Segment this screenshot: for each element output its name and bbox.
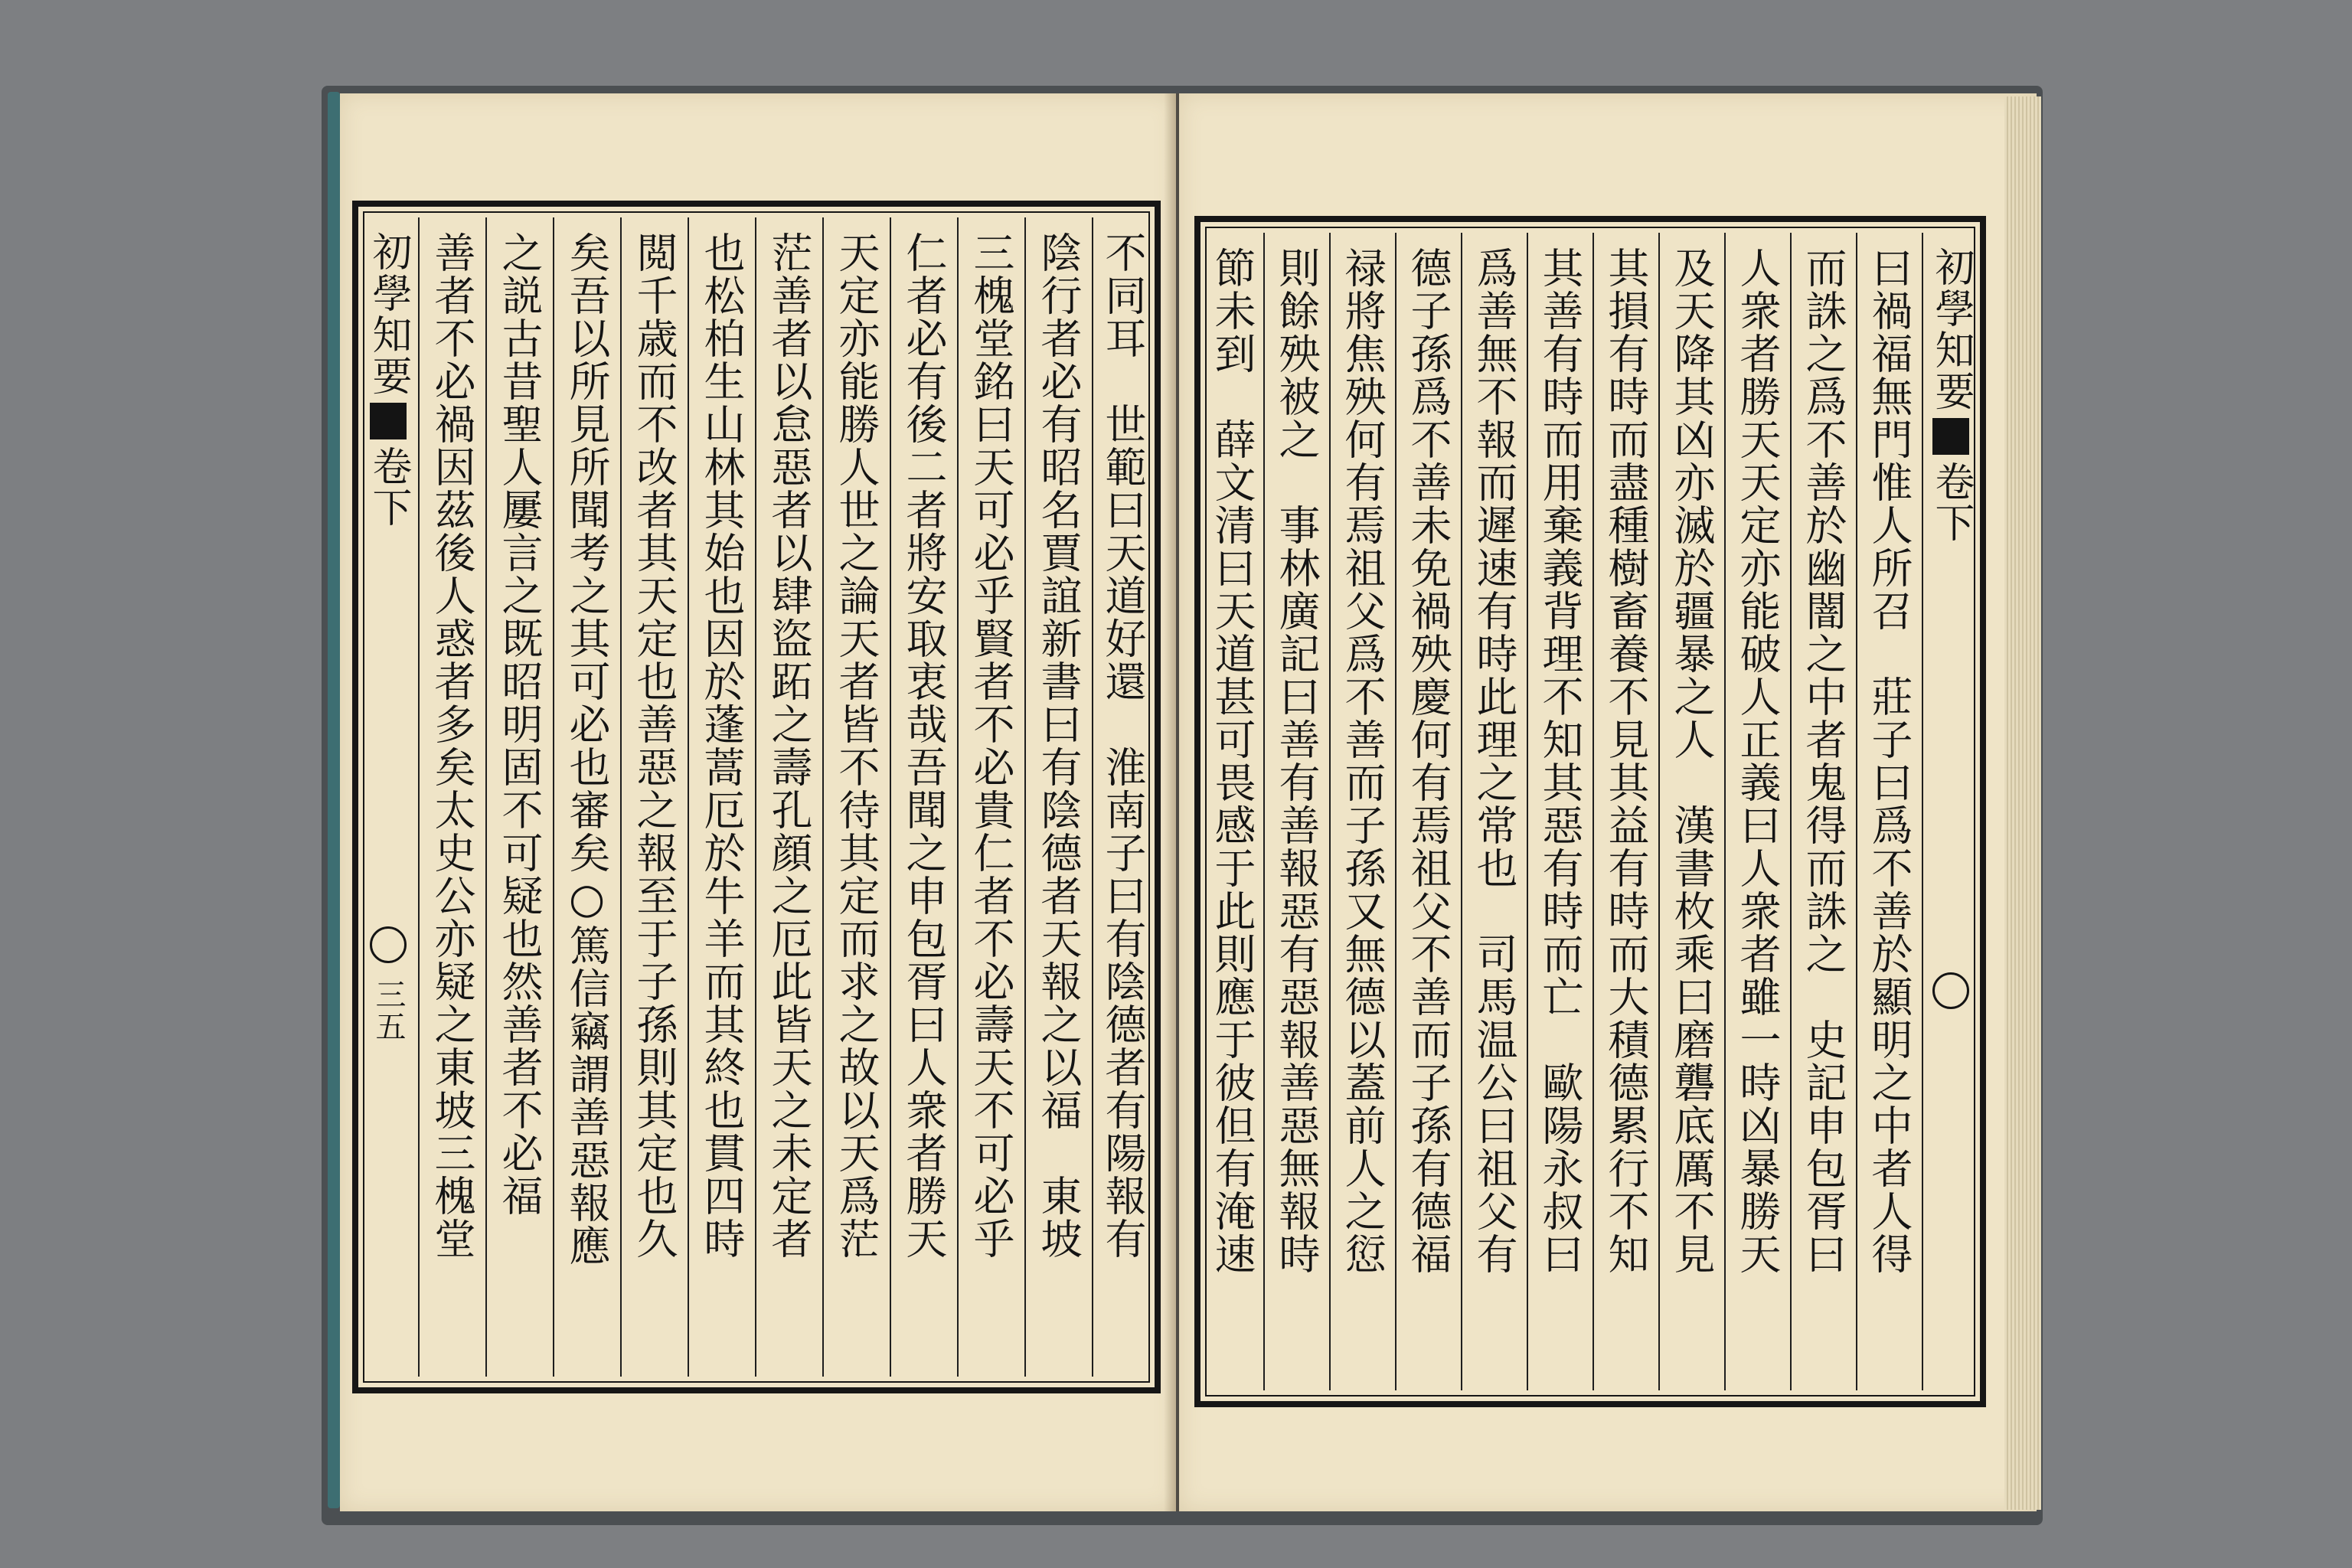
- text-column: [1724, 233, 1792, 1390]
- column-text: 茫善者以怠惡者以肆盜跖之壽孔顔之厄此皆天之未定者: [765, 231, 813, 1260]
- left-margin-title: 初學知要: [365, 231, 411, 397]
- column-text: 其善有時而用棄義背理不知其惡有時而亡 歐陽永叔曰: [1536, 247, 1584, 1276]
- right-page-margin-column: [1922, 233, 1980, 1390]
- text-column: [1790, 233, 1857, 1390]
- text-column: [957, 217, 1026, 1377]
- text-column: [1329, 233, 1396, 1390]
- text-column: [1024, 217, 1093, 1377]
- column-text: 陰行者必有昭名賈誼新書曰有陰德者天報之以福 東坡: [1034, 231, 1083, 1260]
- column-text: 矣吾以所見所聞考之其可必也審矣○篤信竊謂善惡報應: [563, 231, 611, 1267]
- column-text: 其損有時而盡種樹畜養不見其益有時而大積德累行不知: [1602, 247, 1650, 1276]
- text-column: [1395, 233, 1462, 1390]
- column-text: 曰禍福無門惟人所召 莊子曰爲不善於顯明之中者人得: [1865, 247, 1913, 1276]
- left-fish-tail-mark: [370, 926, 407, 963]
- column-text: 善者不必禍因茲後人惑者多矣太史公亦疑之東坡三槐堂: [428, 231, 476, 1260]
- text-column: [822, 217, 891, 1377]
- text-column: [688, 217, 756, 1377]
- left-margin-volume: 卷下: [365, 446, 411, 528]
- left-page-number: 三五: [371, 978, 406, 1043]
- column-text: 人衆者勝天天定亦能破人正義曰人衆者雖一時凶暴勝天: [1733, 247, 1782, 1276]
- page-stack-edge: [2004, 96, 2041, 1510]
- column-text: 則餘殃被之 事林廣記曰善有善報惡有惡報善惡無報時: [1272, 247, 1321, 1276]
- left-fold-mark: [370, 403, 407, 439]
- text-column: [620, 217, 689, 1377]
- right-page-text-frame: [1194, 216, 1986, 1407]
- column-text: 也松柏生山林其始也因於蓬蒿厄於牛羊而其終也貫四時: [697, 231, 746, 1260]
- left-page-text-frame: [352, 201, 1161, 1393]
- column-text: 禄將焦殃何有焉祖父爲不善而子孫又無德以蓋前人之愆: [1338, 247, 1387, 1276]
- column-text: 德子孫爲不善未免禍殃慶何有焉祖父不善而子孫有德福: [1404, 247, 1452, 1276]
- text-column: [1461, 233, 1528, 1390]
- right-fish-tail-mark: [1932, 972, 1969, 1009]
- text-column: [553, 217, 622, 1377]
- column-text: 節未到 薛文清曰天道甚可畏感于此則應于彼但有淹速: [1208, 247, 1256, 1276]
- text-column: [1092, 217, 1153, 1377]
- text-column: [1592, 233, 1660, 1390]
- text-column: [1200, 233, 1265, 1390]
- text-column: [1856, 233, 1923, 1390]
- text-column: [1263, 233, 1331, 1390]
- column-text: 之説古昔聖人屢言之既昭明固不可疑也然善者不必福: [495, 231, 544, 1217]
- book-cover-edge: [328, 92, 340, 1508]
- column-text: 不同耳 世範曰天道好還 淮南子曰有陰德者有陽報有: [1099, 231, 1147, 1260]
- right-margin-title: 初學知要: [1928, 247, 1974, 412]
- column-text: 閲千歳而不改者其天定也善惡之報至于子孫則其定也久: [630, 231, 678, 1260]
- text-column: [1527, 233, 1594, 1390]
- column-text: 仁者必有後二者將安取衷哉吾聞之申包胥曰人衆者勝天: [900, 231, 948, 1260]
- text-column: [755, 217, 824, 1377]
- column-text: 三槐堂銘曰天可必乎賢者不必貴仁者不必壽天不可必乎: [967, 231, 1015, 1260]
- column-text: 天定亦能勝人世之論天者皆不待其定而求之故以天爲茫: [832, 231, 880, 1260]
- column-text: 爲善無不報而遲速有時此理之常也 司馬温公曰祖父有: [1470, 247, 1518, 1276]
- text-column: [890, 217, 959, 1377]
- right-fold-mark: [1932, 418, 1969, 455]
- text-column: [418, 217, 487, 1377]
- text-column: [485, 217, 554, 1377]
- right-margin-volume: 卷下: [1928, 461, 1974, 544]
- text-column: [1658, 233, 1726, 1390]
- left-page-margin-column: [358, 217, 420, 1377]
- column-text: 而誅之爲不善於幽闇之中者鬼得而誅之 史記申包胥曰: [1799, 247, 1847, 1276]
- column-text: 及天降其凶亦滅於疆暴之人 漢書枚乘曰磨礱底厲不見: [1668, 247, 1716, 1276]
